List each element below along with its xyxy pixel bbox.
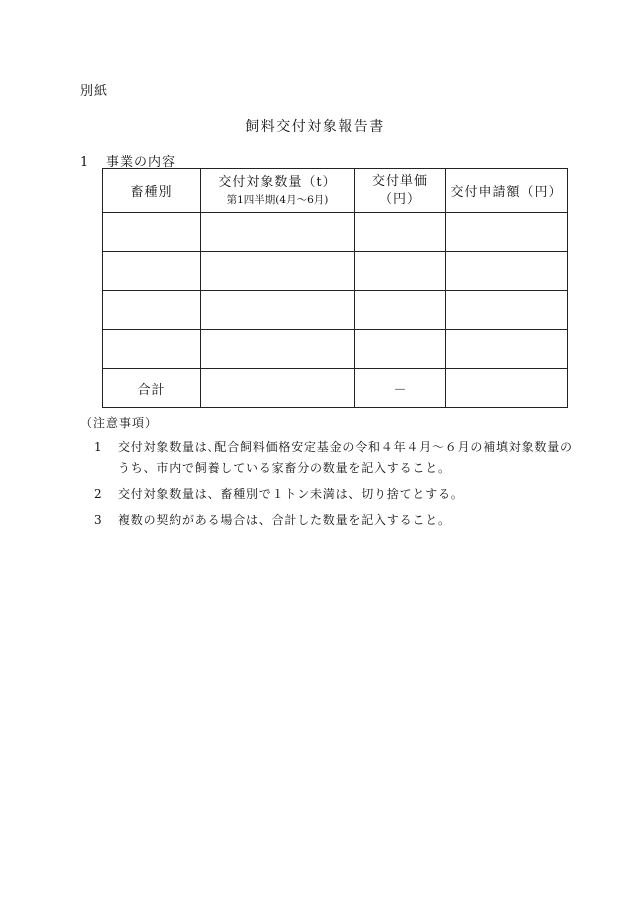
header-quantity-label: 交付対象数量（t）: [218, 174, 337, 190]
table-row: [103, 330, 568, 369]
notes-heading: （注意事項）: [80, 416, 159, 430]
table-header-row: [103, 169, 568, 213]
table-row: [103, 291, 568, 330]
header-livestock-type: [103, 169, 201, 213]
note-item: [80, 437, 580, 479]
note-item: [80, 510, 580, 531]
section-heading-text: 事業の内容: [106, 155, 177, 170]
note-number: 2: [94, 487, 103, 501]
cell-amount[interactable]: [446, 330, 568, 369]
cell-livestock-type[interactable]: [103, 252, 201, 291]
total-label-text: 合計: [137, 382, 166, 398]
note-number: 1: [94, 440, 103, 454]
report-table: [102, 168, 568, 408]
total-label: [103, 369, 201, 408]
cell-quantity[interactable]: [201, 252, 355, 291]
cell-unit-price[interactable]: [355, 252, 446, 291]
note-text: 交付対象数量は､配合飼料価格安定基金の令和４年４月～６月の補填対象数量のうち、市内で飼養している家畜分の数量を記入すること。: [118, 440, 573, 475]
table-row: [103, 213, 568, 252]
table-total-row: [103, 369, 568, 408]
cell-quantity[interactable]: [201, 213, 355, 252]
cell-livestock-type[interactable]: [103, 213, 201, 252]
header-quantity-period: 第1四半期(4月～6月): [226, 193, 329, 206]
header-quantity: [201, 169, 355, 213]
attachment-label: 別紙: [80, 84, 109, 99]
note-text: 複数の契約がある場合は、合計した数量を記入すること。: [118, 513, 451, 527]
note-number: 3: [94, 513, 103, 527]
cell-amount[interactable]: [446, 252, 568, 291]
cell-unit-price[interactable]: [355, 291, 446, 330]
document-title: 飼料交付対象報告書: [245, 119, 385, 135]
cell-livestock-type[interactable]: [103, 291, 201, 330]
cell-amount[interactable]: [446, 291, 568, 330]
header-unit-price: [355, 169, 446, 213]
cell-unit-price[interactable]: [355, 330, 446, 369]
notes-section: [80, 414, 580, 536]
header-amount: [446, 169, 568, 213]
total-quantity[interactable]: [201, 369, 355, 408]
header-unit-price-unit: （円）: [378, 191, 421, 207]
cell-livestock-type[interactable]: [103, 330, 201, 369]
table-row: [103, 252, 568, 291]
section-number: 1: [80, 155, 90, 170]
cell-amount[interactable]: [446, 213, 568, 252]
note-text: 交付対象数量は、畜種別で１トン未満は、切り捨てとする。: [118, 487, 464, 501]
header-amount-label: 交付申請額（円）: [450, 185, 563, 200]
total-unit-price: －: [355, 369, 446, 408]
header-unit-price-label: 交付単価: [371, 173, 428, 189]
note-item: [80, 484, 580, 505]
cell-quantity[interactable]: [201, 330, 355, 369]
cell-quantity[interactable]: [201, 291, 355, 330]
header-livestock-type-label: 畜種別: [130, 185, 173, 200]
cell-unit-price[interactable]: [355, 213, 446, 252]
total-amount[interactable]: [446, 369, 568, 408]
